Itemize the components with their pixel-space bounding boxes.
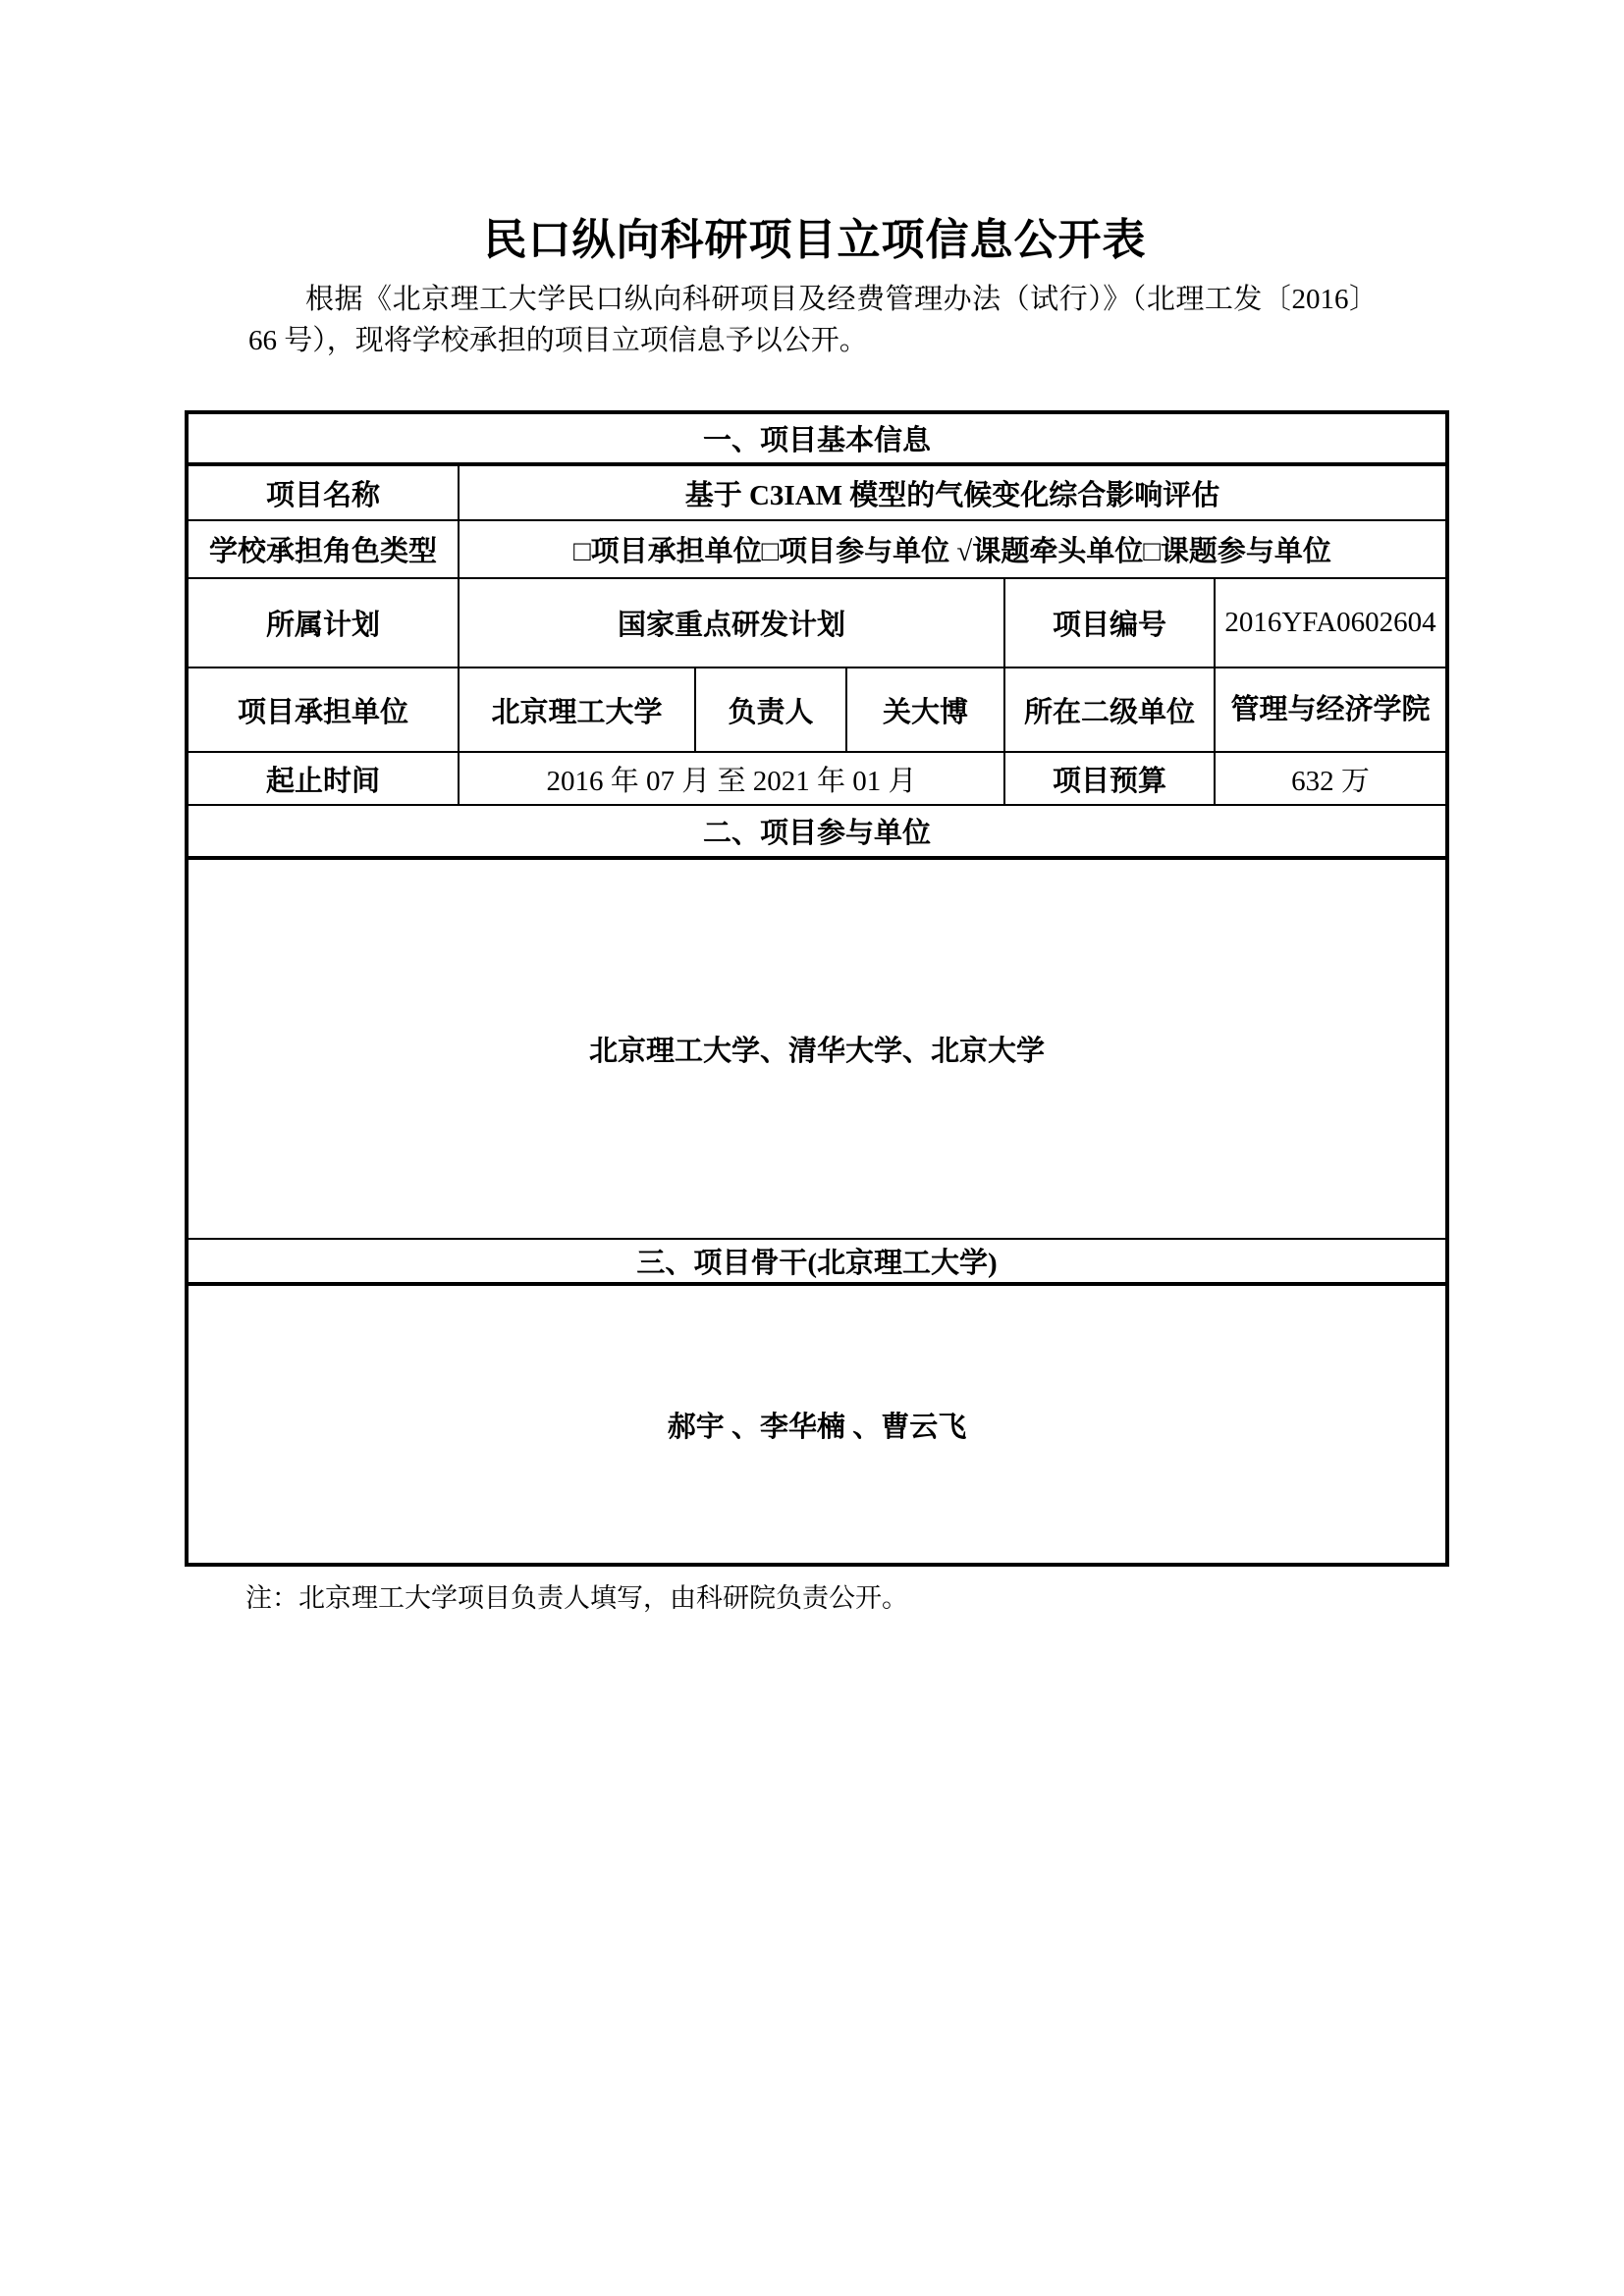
budget-label: 项目预算	[1004, 752, 1215, 805]
project-name-label: 项目名称	[187, 464, 459, 520]
duration-value: 2016 年 07 月 至 2021 年 01 月	[459, 752, 1004, 805]
role-type-label: 学校承担角色类型	[187, 520, 459, 578]
section1-header-row	[187, 412, 1447, 464]
section2-header: 二、项目参与单位	[187, 805, 1447, 858]
duration-label: 起止时间	[187, 752, 459, 805]
budget-value: 632 万	[1215, 752, 1447, 805]
undertaker-row	[187, 667, 1447, 752]
duration-row	[187, 752, 1447, 805]
project-name-value: 基于 C3IAM 模型的气候变化综合影响评估	[459, 464, 1447, 520]
participants-content: 北京理工大学、清华大学、北京大学	[187, 858, 1447, 1239]
project-disclosure-table	[185, 410, 1449, 1567]
section3-header-row	[187, 1239, 1447, 1284]
secondary-unit-value: 管理与经济学院	[1215, 667, 1447, 752]
leader-label: 负责人	[695, 667, 846, 752]
project-name-row	[187, 464, 1447, 520]
role-type-row	[187, 520, 1447, 578]
plan-row	[187, 578, 1447, 667]
undertaker-value: 北京理工大学	[459, 667, 695, 752]
footnote: 注：北京理工大学项目负责人填写，由科研院负责公开。	[245, 1583, 908, 1613]
undertaker-label: 项目承担单位	[187, 667, 459, 752]
plan-value: 国家重点研发计划	[459, 578, 1004, 667]
project-no-value: 2016YFA0602604	[1215, 578, 1447, 667]
role-type-checkboxes: □项目承担单位□项目参与单位 √课题牵头单位□课题参与单位	[459, 520, 1447, 578]
section1-header: 一、项目基本信息	[187, 412, 1447, 464]
participants-row	[187, 858, 1447, 1239]
backbone-row	[187, 1284, 1447, 1565]
secondary-unit-label: 所在二级单位	[1004, 667, 1215, 752]
backbone-content: 郝宇 、李华楠 、曹云飞	[187, 1284, 1447, 1565]
document-title: 民口纵向科研项目立项信息公开表	[483, 216, 1147, 264]
section2-header-row	[187, 805, 1447, 858]
project-no-label: 项目编号	[1004, 578, 1215, 667]
leader-value: 关大博	[846, 667, 1004, 752]
intro-paragraph: 根据《北京理工大学民口纵向科研项目及经费管理办法（试行）》（北理工发〔2016〕66 号），现将学校承担的项目立项信息予以公开。	[248, 284, 1378, 357]
plan-label: 所属计划	[187, 578, 459, 667]
section3-header: 三、项目骨干(北京理工大学)	[187, 1239, 1447, 1284]
